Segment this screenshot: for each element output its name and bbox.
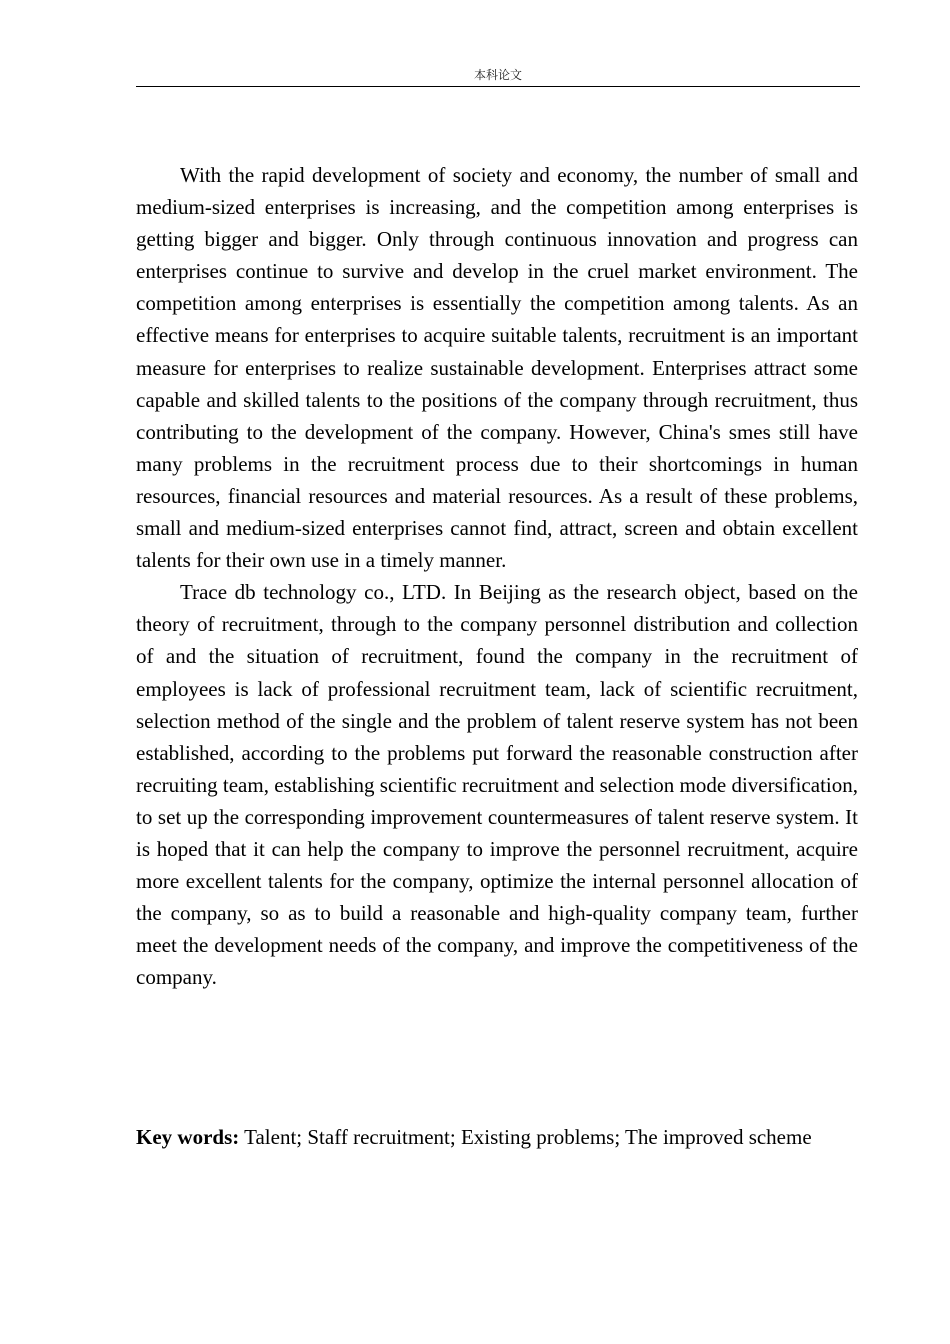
keywords-value: Talent; Staff recruitment; Existing problems; The improved scheme [244,1125,812,1149]
page-header [136,66,860,87]
keywords-label: Key words: [136,1125,240,1149]
abstract-body [136,159,858,993]
abstract-paragraph-1: With the rapid development of society and economy, the number of small and medium-sized enterprises is increasing, and the competition among enterprises is getting bigger and bigger. Only through continuous innovation and progress can enterprises continue to survive and develop in the cruel market environment. The competition among enterprises is essentially the competition among talents. As an effective means for enterprises to acquire suitable talents, recruitment is an important measure for enterprises to realize sustainable development. Enterprises attract some capable and skilled talents to the positions of the company through recruitment, thus contributing to the development of the company. However, China's smes still have many problems in the recruitment process due to their shortcomings in human resources, financial resources and material resources. As a result of these problems, small and medium-sized enterprises cannot find, attract, screen and obtain excellent talents for their own use in a timely manner. [136,163,858,573]
header-title: 本科论文 [473,68,522,82]
abstract-paragraph-2: Trace db technology co., LTD. In Beijing as the research object, based on the theory of recruitment, through to the company personnel distribution and collection of and the situation of recruitment, found the company in the recruitment of employees is lack of professional recruitment team, lack of scientific recruitment, selection method of the single and the problem of talent reserve system has not been established, according to the problems put forward the reasonable construction after recruiting team, establishing scientific recruitment and selection mode diversification, to set up the corresponding improvement countermeasures of talent reserve system. It is hoped that it can help the company to improve the personnel recruitment, acquire more excellent talents for the company, optimize the internal personnel allocation of the company, so as to build a reasonable and high-quality company team, further meet the development needs of the company, and improve the competitiveness of the company. [136,580,858,990]
keywords-line [136,1121,866,1153]
